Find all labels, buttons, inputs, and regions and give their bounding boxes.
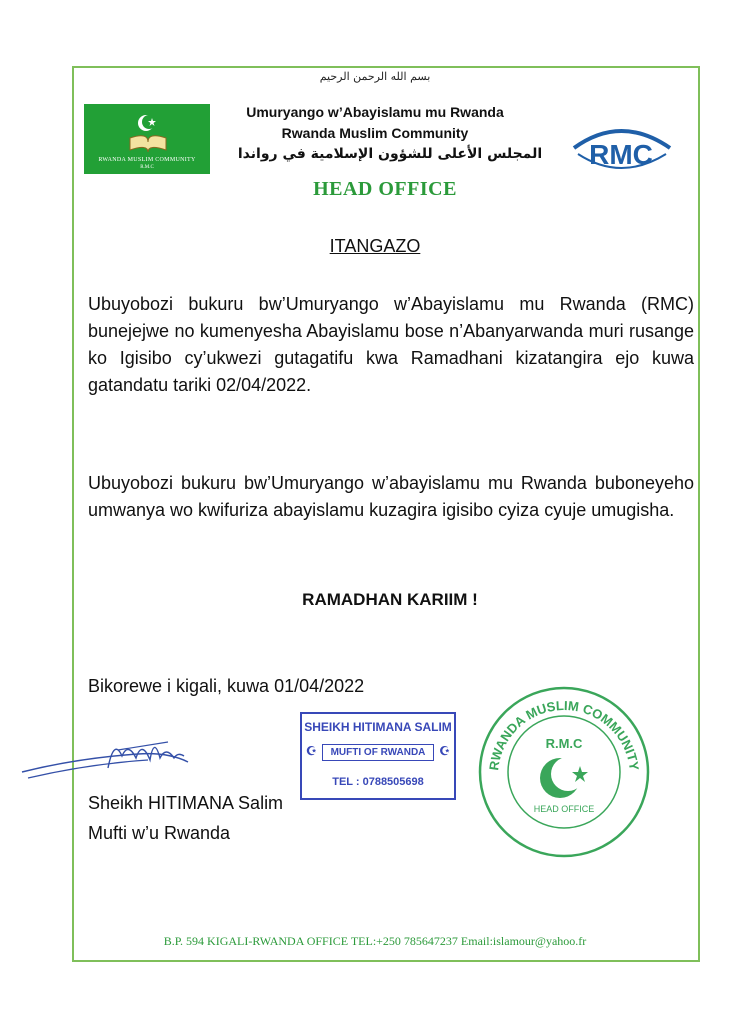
rmc-blue-logo (566, 120, 676, 180)
org-name-kinyarwanda: Umuryango w’Abayislamu mu Rwanda (246, 104, 504, 120)
stamp-phone: TEL : 0788505698 (332, 776, 424, 788)
signatory-role: Mufti w’u Rwanda (88, 823, 231, 843)
stamp-name: SHEIKH HITIMANA SALIM (304, 720, 452, 734)
crescent-icon: ☪ (306, 744, 317, 758)
org-name-english: Rwanda Muslim Community (281, 125, 469, 141)
signatory-name: Sheikh HITIMANA Salim (88, 793, 284, 813)
seal-outer-text: RWANDA MUSLIM COMMUNITY (486, 697, 642, 772)
greeting: RAMADHAN KARIIM ! (302, 590, 478, 609)
seal-abbrev: R.M.C (545, 736, 583, 751)
place-date: Bikorewe i kigali, kuwa 01/04/2022 (88, 676, 365, 696)
handwritten-signature (18, 728, 218, 788)
announcement-title: ITANGAZO (329, 236, 421, 256)
logo-left-text: RWANDA MUSLIM COMMUNITY (98, 157, 196, 163)
crescent-icon: ☪ (439, 744, 450, 758)
seal-bottom-text: HEAD OFFICE (533, 804, 595, 814)
basmala: بسم الله الرحمن الرحيم (319, 70, 431, 83)
head-office-label: HEAD OFFICE (313, 178, 457, 200)
mufti-stamp (300, 712, 456, 800)
logo-left-abbrev: R.M.C (140, 165, 154, 170)
announcement-paragraph-2: Ubuyobozi bukuru bw’Umuryango w’abayislamu mu Rwanda buboneyeho umwanya wo kwifuriza abayislamu kuzagira igisibo cyiza cyuje umugisha. (88, 473, 694, 520)
stamp-title: MUFTI OF RWANDA (322, 744, 434, 761)
announcement-paragraph-1: Ubuyobozi bukuru bw’Umuryango w’Abayislamu mu Rwanda (RMC) bunejejwe no kumenyesha Abayislamu bose n’Abanyarwanda muri rusange ko Igisibo cy’ukwezi gutagatifu kwa Ramadhani kizatangira ejo kuwa gatandatu tariki 02/04/2022. (88, 294, 694, 395)
seal-crescent-icon (540, 757, 588, 798)
rmc-logo-text: RMC (589, 139, 653, 170)
org-name-arabic: المجلس الأعلى للشؤون الإسلامية في رواندا (237, 146, 543, 162)
official-seal (476, 684, 652, 860)
footer-contact: B.P. 594 KIGALI-RWANDA OFFICE TEL:+250 785647237 Email:islamour@yahoo.fr (163, 934, 587, 948)
